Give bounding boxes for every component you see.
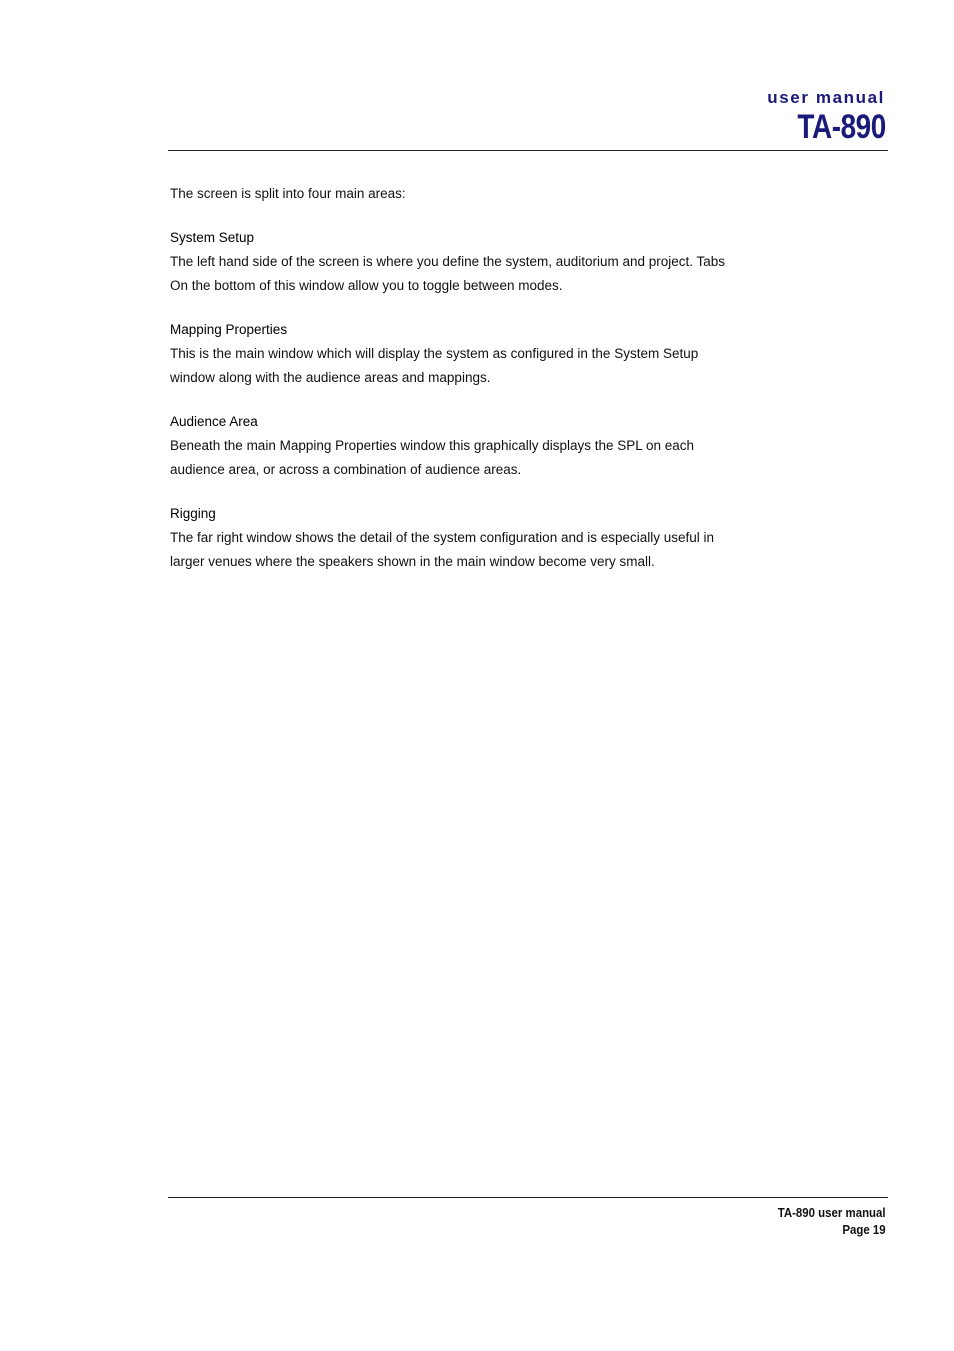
section-text-line: On the bottom of this window allow you to toggle between modes.: [170, 278, 563, 293]
section-audience-area: [170, 410, 780, 482]
footer-manual-name: TA-890 user manual: [778, 1205, 886, 1220]
section-heading: Mapping Properties: [170, 322, 288, 337]
header-subtitle: user manual: [767, 88, 885, 107]
section-mapping-properties: [170, 318, 780, 390]
section-heading: Rigging: [170, 506, 216, 521]
section-text-line: audience area, or across a combination of audience areas.: [170, 462, 522, 477]
section-heading: Audience Area: [170, 414, 258, 429]
footer-page-number: Page 19: [842, 1222, 886, 1237]
section-text-line: This is the main window which will display the system as configured in the System Setup: [170, 346, 699, 361]
section-text-line: larger venues where the speakers shown in the main window become very small.: [170, 554, 655, 569]
section-text-line: window along with the audience areas and mappings.: [170, 370, 491, 385]
page-footer: [168, 1197, 888, 1237]
page-header: [168, 86, 888, 151]
intro-paragraph: The screen is split into four main areas:: [170, 186, 406, 201]
section-text-line: The left hand side of the screen is where you define the system, auditorium and project. Tabs: [170, 254, 726, 269]
section-rigging: [170, 502, 780, 574]
footer-text: [778, 1204, 886, 1238]
section-system-setup: [170, 226, 780, 298]
section-text-line: Beneath the main Mapping Properties window this graphically displays the SPL on each: [170, 438, 695, 453]
page-content: [170, 182, 780, 594]
section-heading: System Setup: [170, 230, 255, 245]
header-title: TA-890: [797, 108, 886, 146]
section-text-line: The far right window shows the detail of the system configuration and is especially useful in: [170, 530, 715, 545]
